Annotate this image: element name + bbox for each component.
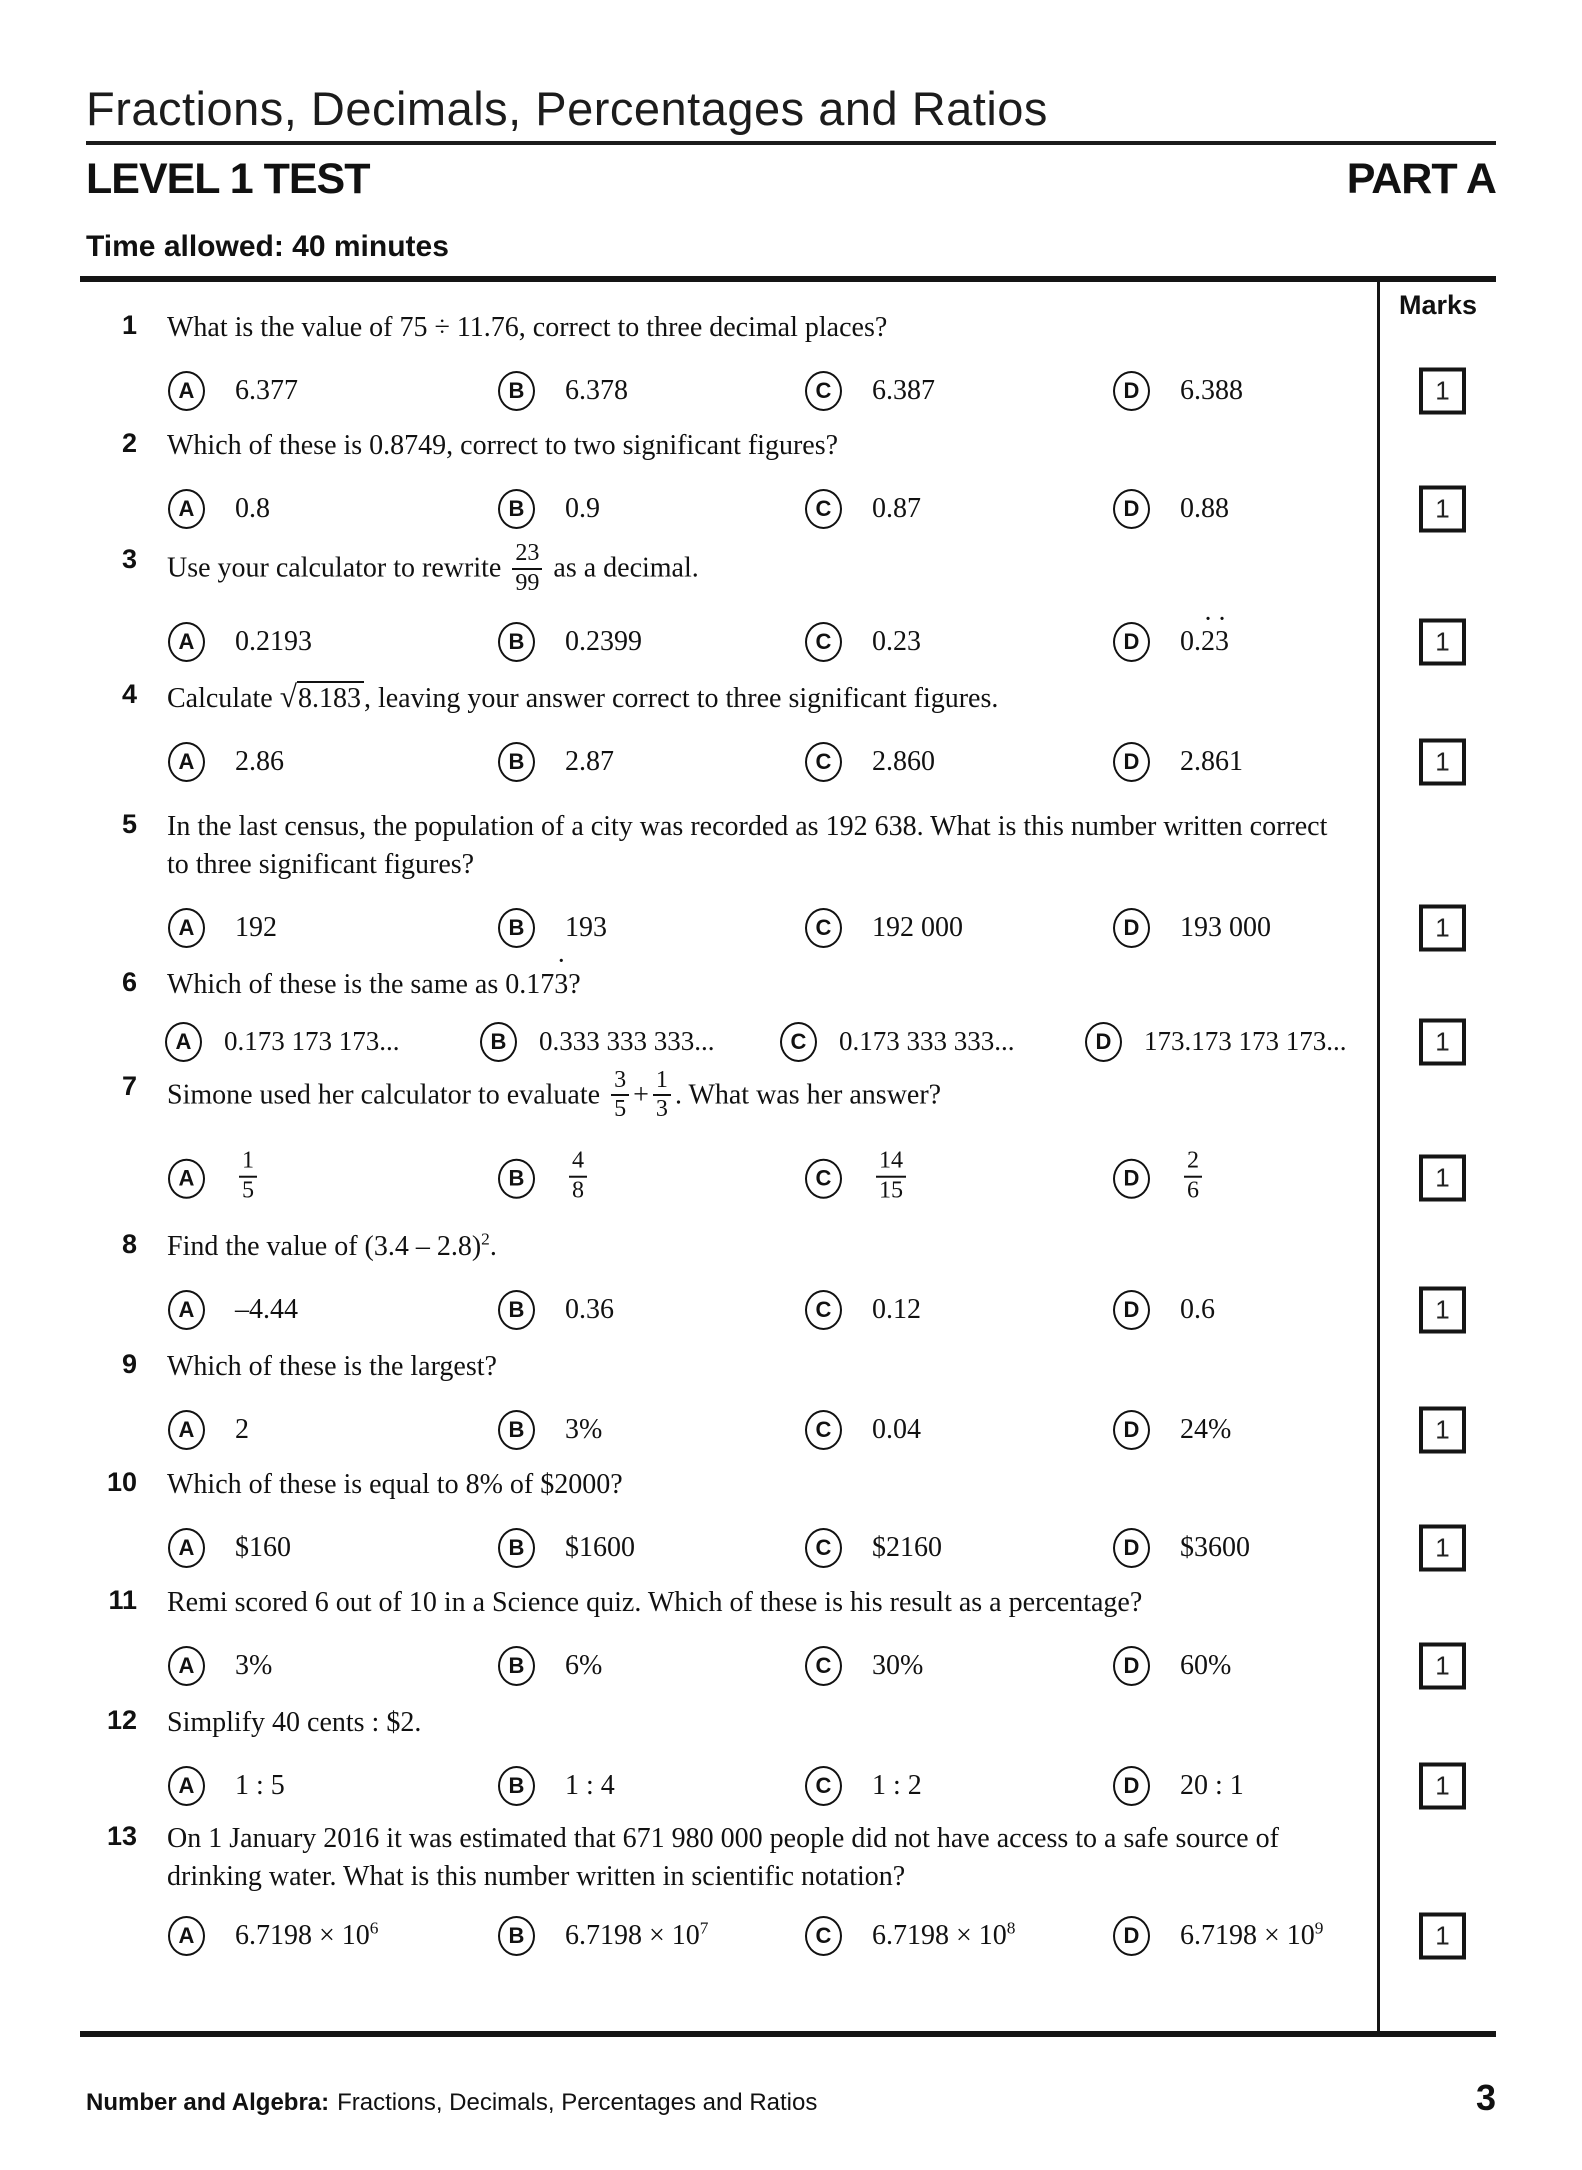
question-number: 2 — [121, 428, 137, 459]
option-letter-bubble: C — [805, 1410, 842, 1450]
option-value: $6.7198 \times 10^7$ — [565, 1919, 709, 1952]
mark-box — [1419, 1913, 1466, 1960]
option-value: $3600 — [1180, 1532, 1250, 1564]
mark-box — [1419, 368, 1466, 415]
option-letter-bubble: B — [498, 1646, 535, 1686]
options-row — [80, 1638, 1496, 1694]
option-A — [168, 1148, 261, 1206]
question-text: Use your calculator to rewrite $\frac{23}{99}$ as a decimal. — [167, 540, 699, 596]
option-letter-bubble: A — [168, 371, 205, 411]
option-letter-bubble: D — [1085, 1022, 1122, 1062]
question-number: 7 — [121, 1070, 137, 1101]
option-letter-bubble: C — [805, 1290, 842, 1330]
option-B — [498, 742, 614, 782]
option-letter-bubble: B — [498, 908, 535, 948]
question-head — [80, 540, 1496, 598]
mark-box — [1419, 1525, 1466, 1572]
options-row — [80, 1520, 1496, 1576]
square-root: √8.183 — [280, 683, 364, 714]
option-letter-bubble: C — [805, 489, 842, 529]
option-value — [565, 1148, 591, 1206]
options-row — [80, 1758, 1496, 1814]
question-number: 5 — [121, 808, 137, 839]
test-body — [80, 276, 1496, 2037]
option-letter-bubble: D — [1113, 622, 1150, 662]
question-10 — [80, 1466, 1496, 1576]
option-D — [1113, 622, 1229, 662]
option-value: 0.88 — [1180, 493, 1229, 525]
question-text: Which of these is the largest? — [167, 1351, 497, 1383]
level-row — [86, 155, 1496, 204]
option-value — [235, 1148, 261, 1206]
option-letter-bubble: A — [168, 1290, 205, 1330]
question-text: Simplify 40 cents : $2. — [167, 1707, 422, 1739]
question-head — [80, 1066, 1496, 1125]
option-letter-bubble: B — [498, 1158, 535, 1198]
option-letter-bubble: B — [498, 742, 535, 782]
option-value: 2.87 — [565, 745, 614, 777]
option-B — [498, 908, 607, 948]
option-C — [805, 1766, 922, 1806]
option-value: 0.87 — [872, 493, 921, 525]
question-number: 10 — [106, 1467, 137, 1498]
option-value: 6.378 — [565, 375, 628, 407]
option-value: –4.44 — [235, 1294, 298, 1326]
option-letter-bubble: A — [168, 1766, 205, 1806]
question-3 — [80, 540, 1496, 670]
option-letter-bubble: A — [168, 1158, 205, 1198]
question-head — [80, 808, 1496, 884]
option-value: $6.7198 \times 10^8$ — [872, 1919, 1016, 1952]
option-value: 0.6 — [1180, 1294, 1215, 1326]
option-letter-bubble: D — [1113, 742, 1150, 782]
question-text: Which of these is equal to 8% of $2000? — [167, 1469, 623, 1501]
part-heading: PART A — [1346, 155, 1496, 204]
option-value: 0.173 333 333... — [839, 1026, 1015, 1057]
superscript: 2 — [481, 1230, 490, 1250]
question-7 — [80, 1066, 1496, 1223]
option-C — [805, 1410, 921, 1450]
option-letter-bubble: B — [480, 1022, 517, 1062]
question-5 — [80, 808, 1496, 956]
option-letter-bubble: D — [1113, 1290, 1150, 1330]
option-D — [1113, 1916, 1323, 1956]
question-13 — [80, 1820, 1496, 1964]
option-C — [805, 1290, 921, 1330]
question-number: 9 — [121, 1349, 137, 1380]
option-A — [168, 908, 277, 948]
option-letter-bubble: C — [805, 1646, 842, 1686]
option-letter-bubble: C — [805, 1528, 842, 1568]
footer-text — [86, 2077, 817, 2117]
fraction: $\frac{3}{5}$ — [611, 1068, 629, 1123]
question-2 — [80, 427, 1496, 537]
option-D — [1113, 1528, 1250, 1568]
mark-box — [1419, 486, 1466, 533]
option-value — [872, 1148, 910, 1206]
option-A — [168, 742, 284, 782]
option-C — [805, 489, 921, 529]
footer-topic: Fractions, Decimals, Percentages and Ratios — [337, 2089, 818, 2117]
option-value: 0.8 — [235, 493, 270, 525]
option-B — [480, 1022, 715, 1062]
option-letter-bubble: B — [498, 1290, 535, 1330]
option-letter-bubble: C — [805, 1916, 842, 1956]
option-value: 2.860 — [872, 745, 935, 777]
option-value: 0.23 — [872, 625, 921, 657]
mark-value: 1 — [1435, 912, 1450, 943]
option-letter-bubble: D — [1113, 371, 1150, 411]
option-letter-bubble: A — [168, 489, 205, 529]
option-letter-bubble: A — [168, 1646, 205, 1686]
option-B — [498, 1916, 708, 1956]
mark-box — [1419, 1407, 1466, 1454]
fraction: $\frac{1}{3}$ — [653, 1068, 671, 1123]
option-letter-bubble: C — [805, 1158, 842, 1198]
question-list — [80, 309, 1496, 1964]
option-value: 0.2399 — [565, 625, 642, 657]
mark-value: 1 — [1435, 1920, 1450, 1951]
option-value: $160 — [235, 1532, 291, 1564]
options-row — [80, 900, 1496, 956]
option-A — [168, 1290, 298, 1330]
question-text: In the last census, the population of a city was recorded as 192 638. What is this number written correct to three significant figures? — [167, 810, 1328, 880]
option-D — [1113, 1646, 1231, 1686]
option-value: 193 — [565, 911, 607, 943]
option-value: 2 — [235, 1414, 249, 1446]
superscript: 7 — [699, 1919, 709, 1939]
option-value: $6.7198 \times 10^6$ — [235, 1919, 379, 1952]
option-letter-bubble: D — [1113, 489, 1150, 529]
option-letter-bubble: B — [498, 1916, 535, 1956]
question-number: 8 — [121, 1229, 137, 1260]
mark-box — [1419, 1155, 1466, 1202]
option-value: 0.2 ˙3 ˙ — [1180, 626, 1229, 658]
option-value: 1 : 5 — [235, 1770, 285, 1802]
option-A — [165, 1022, 400, 1062]
mark-value: 1 — [1435, 375, 1450, 406]
option-D — [1113, 1410, 1231, 1450]
options-row — [80, 481, 1496, 537]
question-6 — [80, 966, 1496, 1070]
options-row — [80, 1014, 1496, 1070]
question-1 — [80, 309, 1496, 419]
question-number: 6 — [121, 966, 137, 997]
option-B — [498, 489, 600, 529]
mark-value: 1 — [1435, 626, 1450, 657]
mark-box — [1419, 1643, 1466, 1690]
question-12 — [80, 1704, 1496, 1814]
fraction: $\frac{4}{8}$ — [569, 1149, 587, 1204]
option-D — [1085, 1022, 1347, 1062]
question-text: On 1 January 2016 it was estimated that 671 980 000 people did not have access to a safe source of drinking water. What is this number written in scientific notation? — [167, 1823, 1279, 1893]
mark-value: 1 — [1435, 1294, 1450, 1325]
title-underline — [86, 141, 1496, 145]
question-text: Simone used her calculator to evaluate $\frac{3}{5}$ + $\frac{1}{3}$ . What was her answer? — [167, 1066, 942, 1123]
option-B — [498, 1646, 602, 1686]
time-allowed: Time allowed: 40 minutes — [86, 230, 449, 264]
option-C — [780, 1022, 1015, 1062]
option-C — [805, 1646, 923, 1686]
option-letter-bubble: B — [498, 1528, 535, 1568]
option-letter-bubble: C — [805, 622, 842, 662]
option-value: 6.388 — [1180, 375, 1243, 407]
option-value: 192 000 — [872, 911, 963, 943]
option-letter-bubble: B — [498, 489, 535, 529]
question-head — [80, 427, 1496, 465]
option-value: 6.377 — [235, 375, 298, 407]
option-letter-bubble: C — [805, 908, 842, 948]
recurring-dot: 2 ˙ — [1201, 626, 1215, 658]
option-letter-bubble: A — [168, 742, 205, 782]
option-value: 0.2193 — [235, 625, 312, 657]
option-letter-bubble: A — [168, 908, 205, 948]
option-letter-bubble: A — [168, 622, 205, 662]
option-B — [498, 1528, 635, 1568]
option-B — [498, 1766, 615, 1806]
question-number: 3 — [121, 544, 137, 575]
mark-box — [1419, 1018, 1466, 1065]
option-B — [498, 1410, 602, 1450]
option-value: 173.173 173 173... — [1144, 1026, 1347, 1057]
option-letter-bubble: D — [1113, 1646, 1150, 1686]
superscript: 9 — [1314, 1919, 1324, 1939]
question-head — [80, 966, 1496, 1004]
option-value: 0.173 173 173... — [224, 1026, 400, 1057]
option-D — [1113, 1290, 1215, 1330]
option-letter-bubble: A — [165, 1022, 202, 1062]
question-text: Calculate √8.183 , leaving your answer correct to three significant figures. — [167, 678, 999, 714]
option-value: 6.387 — [872, 375, 935, 407]
mark-box — [1419, 738, 1466, 785]
mark-value: 1 — [1435, 1532, 1450, 1563]
option-A — [168, 1766, 285, 1806]
option-C — [805, 1916, 1015, 1956]
mark-box — [1419, 618, 1466, 665]
fraction: $\frac{1}{5}$ — [239, 1149, 257, 1204]
option-letter-bubble: A — [168, 1410, 205, 1450]
option-value — [1180, 1148, 1206, 1206]
option-letter-bubble: D — [1113, 1528, 1150, 1568]
option-value: $6.7198 \times 10^9$ — [1180, 1919, 1324, 1952]
option-A — [168, 1646, 272, 1686]
question-9 — [80, 1348, 1496, 1458]
question-number: 1 — [121, 310, 137, 341]
option-value: 60% — [1180, 1650, 1232, 1682]
options-row — [80, 1908, 1496, 1964]
mark-value: 1 — [1435, 746, 1450, 777]
question-head — [80, 1584, 1496, 1622]
recurring-dot: 3 ˙ — [1215, 626, 1229, 658]
option-D — [1113, 742, 1243, 782]
option-C — [805, 371, 935, 411]
option-value: 0.333 333 333... — [539, 1026, 715, 1057]
question-11 — [80, 1584, 1496, 1694]
option-D — [1113, 1148, 1206, 1206]
question-head — [80, 1348, 1496, 1386]
option-A — [168, 371, 298, 411]
marks-column-header: Marks — [1398, 290, 1478, 321]
page-number: 3 — [1475, 2077, 1496, 2119]
question-text: What is the value of 75 ÷ 11.76, correct to three decimal places? — [167, 312, 888, 344]
level-heading: LEVEL 1 TEST — [86, 155, 370, 204]
option-letter-bubble: C — [805, 1766, 842, 1806]
option-value: 0.36 — [565, 1294, 614, 1326]
option-value: $1600 — [565, 1532, 635, 1564]
option-C — [805, 742, 935, 782]
option-value: 0.04 — [872, 1414, 921, 1446]
question-8 — [80, 1228, 1496, 1338]
option-B — [498, 622, 642, 662]
option-C — [805, 908, 963, 948]
superscript: 8 — [1006, 1919, 1016, 1939]
option-letter-bubble: B — [498, 622, 535, 662]
question-text: Which of these is 0.8749, correct to two significant figures? — [167, 430, 839, 462]
question-head — [80, 309, 1496, 347]
option-D — [1113, 489, 1229, 529]
options-row — [80, 363, 1496, 419]
option-B — [498, 1290, 614, 1330]
option-letter-bubble: B — [498, 1410, 535, 1450]
option-A — [168, 1916, 378, 1956]
option-value: 30% — [872, 1650, 924, 1682]
mark-value: 1 — [1435, 1650, 1450, 1681]
options-row — [80, 614, 1496, 670]
question-4 — [80, 678, 1496, 790]
option-value: 20 : 1 — [1180, 1770, 1244, 1802]
question-head — [80, 1228, 1496, 1266]
option-letter-bubble: D — [1113, 1158, 1150, 1198]
option-letter-bubble: D — [1113, 908, 1150, 948]
mark-value: 1 — [1435, 1026, 1450, 1057]
page-footer — [86, 2077, 1496, 2119]
option-C — [805, 622, 921, 662]
option-letter-bubble: A — [168, 1916, 205, 1956]
option-D — [1113, 908, 1271, 948]
question-head — [80, 1704, 1496, 1742]
question-text: Which of these is the same as 0.173 ˙? — [167, 966, 1347, 1004]
options-row — [80, 1282, 1496, 1338]
mark-value: 1 — [1435, 493, 1450, 524]
fraction: $\frac{23}{99}$ — [512, 541, 542, 596]
option-value: 0.12 — [872, 1294, 921, 1326]
option-C — [805, 1528, 942, 1568]
mark-value: 1 — [1435, 1162, 1450, 1193]
option-value: $2160 — [872, 1532, 942, 1564]
options-row — [80, 1134, 1496, 1222]
option-A — [168, 489, 270, 529]
option-A — [168, 1528, 291, 1568]
question-text: Remi scored 6 out of 10 in a Science quiz. Which of these is his result as a percentage? — [167, 1587, 1143, 1619]
option-A — [168, 622, 312, 662]
option-value: 3% — [235, 1650, 273, 1682]
recurring-dot: 3 ˙ — [554, 966, 568, 1004]
option-value: 1 : 2 — [872, 1770, 922, 1802]
option-value: 1 : 4 — [565, 1770, 615, 1802]
option-value: 3% — [565, 1414, 603, 1446]
option-letter-bubble: D — [1113, 1916, 1150, 1956]
mark-box — [1419, 1287, 1466, 1334]
mark-box — [1419, 904, 1466, 951]
question-number: 13 — [106, 1821, 137, 1852]
option-value: 192 — [235, 911, 277, 943]
question-text: Find the value of (3.4 – 2.8)$^2$. — [167, 1230, 497, 1263]
mark-value: 1 — [1435, 1414, 1450, 1445]
mark-box — [1419, 1763, 1466, 1810]
option-letter-bubble: C — [805, 371, 842, 411]
option-value: 6% — [565, 1650, 603, 1682]
mark-value: 1 — [1435, 1770, 1450, 1801]
options-row — [80, 1402, 1496, 1458]
option-letter-bubble: B — [498, 1766, 535, 1806]
option-letter-bubble: D — [1113, 1410, 1150, 1450]
superscript: 6 — [369, 1919, 379, 1939]
option-value: 0.9 — [565, 493, 600, 525]
option-value: 24% — [1180, 1414, 1232, 1446]
options-row — [80, 734, 1496, 790]
option-value: 193 000 — [1180, 911, 1271, 943]
option-letter-bubble: B — [498, 371, 535, 411]
option-letter-bubble: D — [1113, 1766, 1150, 1806]
option-D — [1113, 1766, 1244, 1806]
page-title: Fractions, Decimals, Percentages and Ratios — [86, 82, 1048, 135]
option-B — [498, 1148, 591, 1206]
option-C — [805, 1148, 910, 1206]
option-letter-bubble: A — [168, 1528, 205, 1568]
fraction: $\frac{2}{6}$ — [1184, 1149, 1202, 1204]
question-head — [80, 1466, 1496, 1504]
question-number: 11 — [108, 1585, 137, 1616]
question-number: 4 — [121, 678, 137, 709]
option-D — [1113, 371, 1243, 411]
option-letter-bubble: C — [780, 1022, 817, 1062]
question-head — [80, 1820, 1496, 1896]
option-B — [498, 371, 628, 411]
fraction: $\frac{14}{15}$ — [876, 1149, 906, 1204]
question-number: 12 — [106, 1705, 137, 1736]
option-value: 2.861 — [1180, 745, 1243, 777]
question-head — [80, 678, 1496, 718]
footer-strand: Number and Algebra: — [86, 2089, 330, 2117]
option-value: 2.86 — [235, 745, 284, 777]
option-A — [168, 1410, 249, 1450]
option-letter-bubble: C — [805, 742, 842, 782]
